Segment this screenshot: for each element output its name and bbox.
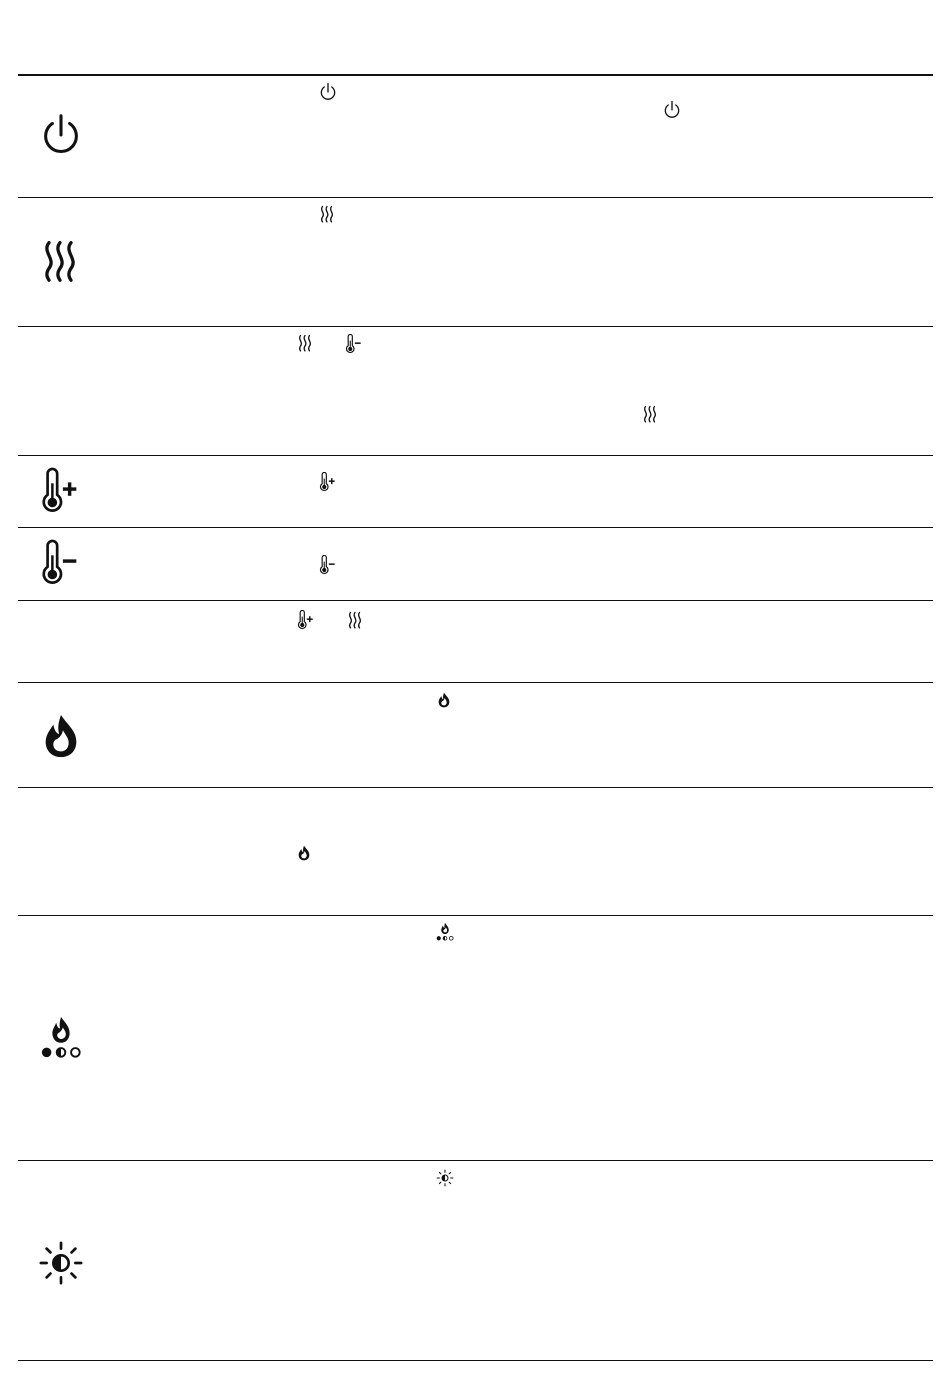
heat-waves-icon xyxy=(641,405,659,423)
brightness-icon xyxy=(436,1169,454,1187)
row-divider xyxy=(18,787,933,788)
flame-level-icon xyxy=(435,922,455,942)
row-divider xyxy=(18,527,933,528)
row-divider xyxy=(18,600,933,601)
heat-waves-icon xyxy=(296,334,314,352)
row-divider xyxy=(18,455,933,456)
thermometer-minus-icon xyxy=(344,334,364,354)
thermometer-plus-icon xyxy=(296,610,316,630)
table-top-rule xyxy=(18,74,933,76)
thermometer-minus-icon xyxy=(38,538,84,588)
row-divider xyxy=(18,197,933,198)
heat-waves-icon xyxy=(346,611,364,629)
row-divider xyxy=(18,915,933,916)
brightness-icon xyxy=(38,1240,84,1286)
thermometer-plus-icon xyxy=(318,472,338,492)
flame-level-icon xyxy=(38,1015,84,1061)
flame-icon xyxy=(296,845,312,861)
power-icon xyxy=(38,112,84,158)
row-divider xyxy=(18,682,933,683)
heat-waves-icon xyxy=(318,205,336,223)
row-divider xyxy=(18,326,933,327)
flame-icon xyxy=(436,692,452,708)
power-icon xyxy=(318,82,338,102)
table-bottom-rule xyxy=(18,1360,933,1361)
power-icon xyxy=(662,100,682,120)
row-divider xyxy=(18,1160,933,1161)
thermometer-minus-icon xyxy=(318,555,338,575)
thermometer-plus-icon xyxy=(38,466,84,516)
flame-icon xyxy=(38,713,84,759)
heat-waves-icon xyxy=(38,238,82,284)
